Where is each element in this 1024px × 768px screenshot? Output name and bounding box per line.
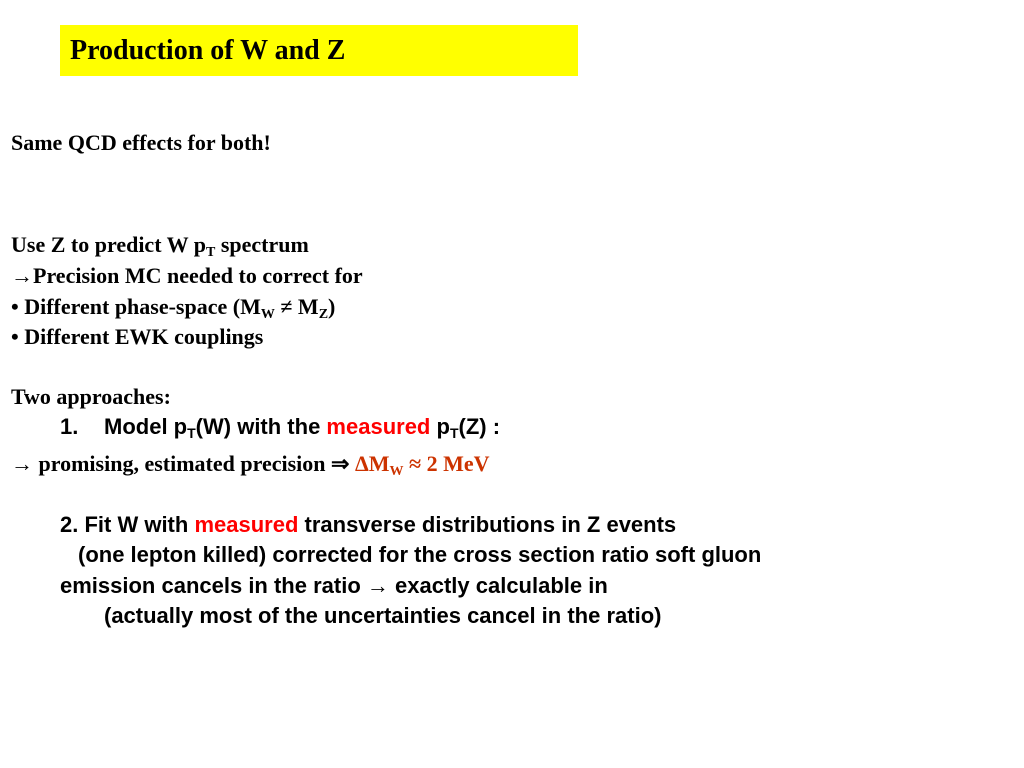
- line-two-approaches: Two approaches:: [11, 384, 171, 409]
- bullet1-sub-w: W: [260, 307, 275, 322]
- item1-sub2: T: [449, 425, 459, 441]
- item-1: [60, 414, 500, 440]
- precision-mc-text: Precision MC needed to correct for: [33, 263, 363, 288]
- use-z-prefix: Use Z to predict W p: [11, 232, 206, 257]
- item1-after: p: [430, 414, 450, 439]
- bullet1-suffix: ): [328, 294, 336, 319]
- item1-number: 1.: [60, 414, 79, 439]
- delta-mw-approx: ≈ 2 MeV: [403, 451, 490, 476]
- implies-icon: ⇒: [331, 451, 350, 476]
- emission-arrow-icon: →: [366, 573, 389, 598]
- bullet-phase-space: [11, 294, 335, 320]
- item1-prefix: Model p: [104, 414, 188, 439]
- promising-text: promising, estimated precision: [33, 451, 332, 476]
- item1-suffix: (Z) :: [458, 414, 501, 439]
- title-box: [60, 25, 578, 76]
- right-arrow-icon: →: [11, 263, 33, 288]
- item2-prefix: 2. Fit W with: [60, 512, 195, 537]
- item2-highlight: measured: [194, 512, 299, 537]
- bullet-ewk: • Different EWK couplings: [11, 324, 264, 349]
- line-precision-mc: [11, 263, 363, 289]
- line-promising: [11, 451, 490, 477]
- line-lepton-killed: (one lepton killed) corrected for the cross section ratio soft gluon: [78, 542, 762, 567]
- item1-sub1: T: [187, 425, 196, 441]
- delta-mw-sub: W: [389, 464, 404, 479]
- item-2: [60, 512, 676, 538]
- bullet1-prefix: • Different phase-space (M: [11, 294, 261, 319]
- line-actually: (actually most of the uncertainties cancel in the ratio): [104, 603, 662, 628]
- line-emission: [60, 573, 608, 599]
- slide-title: Production of W and Z: [70, 35, 346, 66]
- delta-mw: [349, 451, 490, 479]
- item1-middle: (W) with the: [195, 414, 327, 439]
- delta-mw-text: ΔM: [349, 451, 390, 476]
- item1-highlight: measured: [326, 414, 431, 439]
- use-z-suffix: spectrum: [215, 232, 309, 257]
- emission-prefix: emission cancels in the ratio: [60, 573, 367, 598]
- use-z-subscript: T: [205, 245, 216, 260]
- emission-suffix: exactly calculable in: [388, 573, 608, 598]
- line-use-z: [11, 232, 309, 258]
- promising-arrow-icon: →: [11, 451, 33, 476]
- line-same-qcd: Same QCD effects for both!: [11, 130, 271, 155]
- bullet1-sub-z: Z: [318, 307, 329, 322]
- item2-suffix: transverse distributions in Z events: [298, 512, 677, 537]
- bullet1-neq: ≠ M: [274, 294, 319, 319]
